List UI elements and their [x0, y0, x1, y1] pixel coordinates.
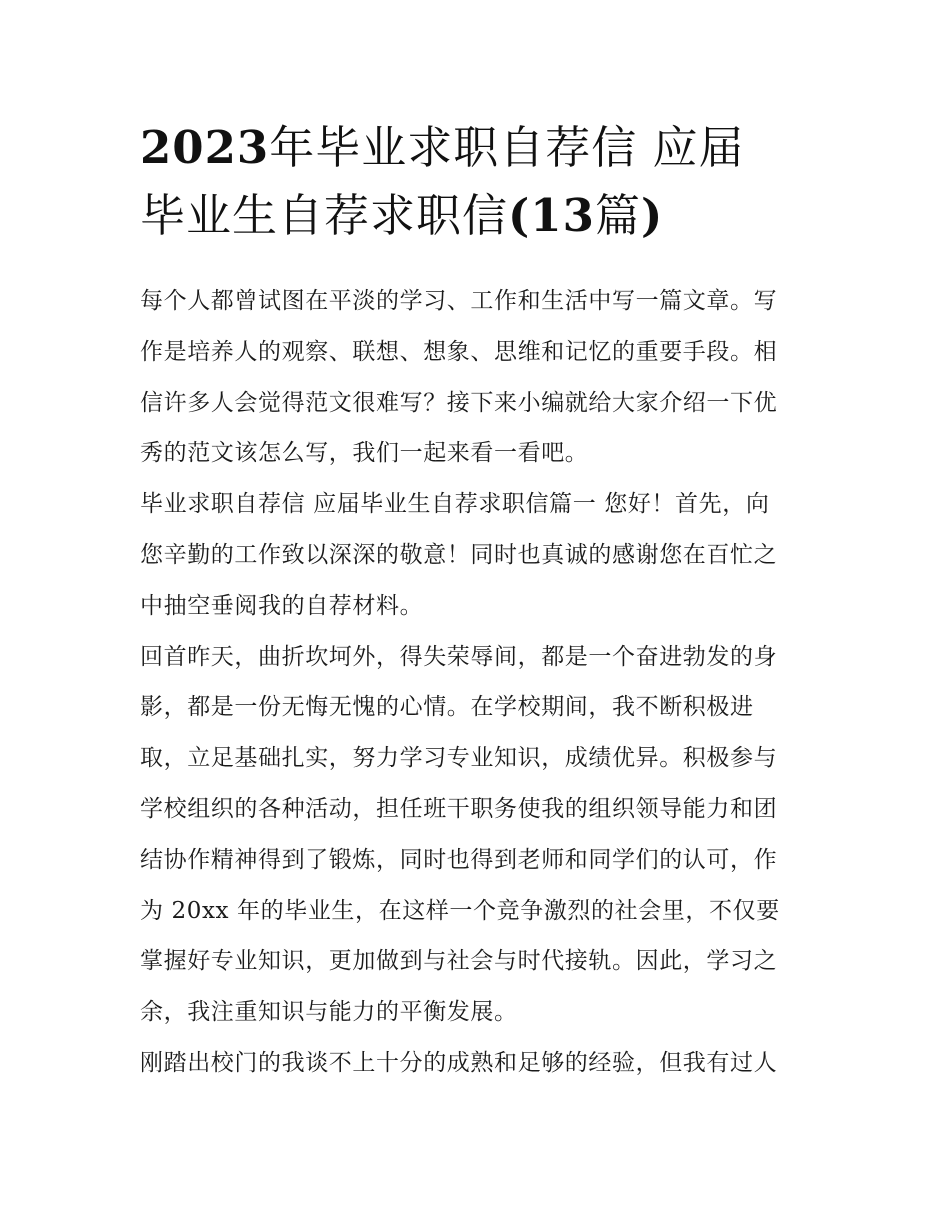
title-line-2	[140, 182, 820, 250]
text-line: 为 20xx 年的毕业生，在这样一个竞争激烈的社会里，不仅要	[140, 897, 780, 924]
text-line: 结协作精神得到了锻炼，同时也得到老师和同学们的认可，作	[140, 846, 778, 873]
text-line: 余，我注重知识与能力的平衡发展。	[140, 999, 518, 1026]
paragraph-review	[140, 632, 820, 1038]
text-line: 学校组织的各种活动，担任班干职务使我的组织领导能力和团	[140, 795, 778, 822]
paragraph-closing	[140, 1038, 820, 1089]
document-title	[140, 114, 820, 250]
text-line: 信许多人会觉得范文很难写？接下来小编就给大家介绍一下优	[140, 389, 778, 416]
text-line: 秀的范文该怎么写，我们一起来看一看吧。	[140, 440, 589, 467]
title-close-paren: )	[640, 189, 664, 242]
title-line-2-text: 毕业生自荐求职信	[140, 189, 509, 242]
text-line: 您辛勤的工作致以深深的敬意！同时也真诚的感谢您在百忙之	[140, 541, 778, 568]
document-body	[140, 276, 820, 1089]
text-line: 每个人都曾试图在平淡的学习、工作和生活中写一篇文章。写	[140, 288, 778, 314]
title-count-unit: 篇	[594, 189, 641, 242]
text-line: 影，都是一份无悔无愧的心情。在学校期间，我不断积极进	[140, 694, 754, 721]
text-line: 刚踏出校门的我谈不上十分的成熟和足够的经验，但我有过人	[140, 1049, 778, 1076]
text-line: 中抽空垂阅我的自荐材料。	[140, 592, 424, 619]
text-line: 取，立足基础扎实，努力学习专业知识，成绩优异。积极参与	[140, 745, 778, 772]
paragraph-greeting	[140, 479, 820, 631]
title-count: (13	[508, 189, 595, 242]
text-line: 回首昨天，曲折坎坷外，得失荣辱间，都是一个奋进勃发的身	[140, 643, 778, 670]
paragraph-intro	[140, 276, 820, 479]
text-line: 作是培养人的观察、联想、想象、思维和记忆的重要手段。相	[140, 338, 778, 365]
title-line-1-text: 年毕业求职自荐信 应届	[269, 121, 745, 174]
title-line-1	[140, 114, 820, 182]
title-year: 2023	[140, 121, 270, 174]
text-line: 掌握好专业知识，更加做到与社会与时代接轨。因此，学习之	[140, 948, 778, 975]
text-line: 毕业求职自荐信 应届毕业生自荐求职信篇一 您好！首先，向	[140, 491, 770, 518]
